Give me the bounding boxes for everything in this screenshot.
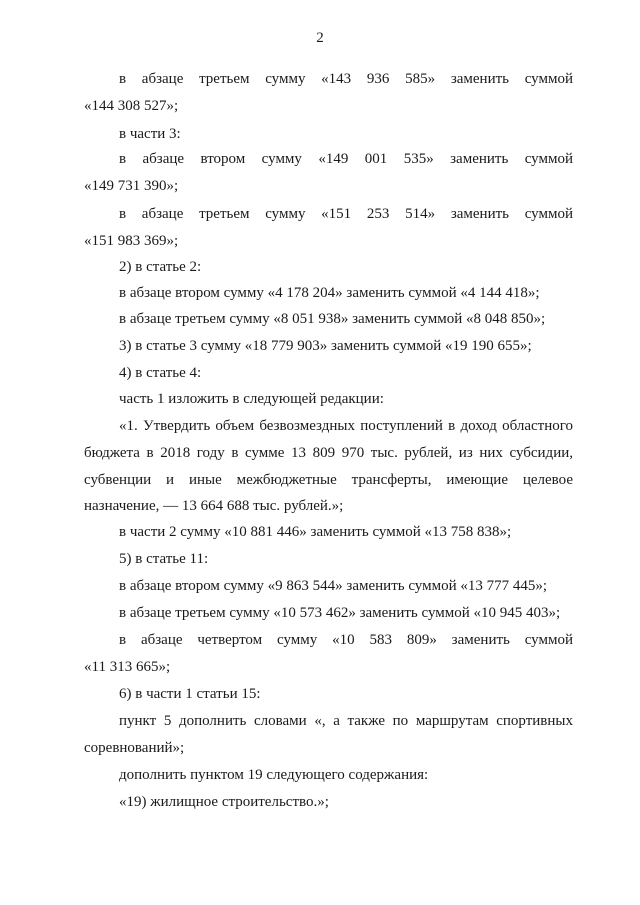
text-line: субвенции и иные межбюджетные трансферты, имеющие целевое [84,472,573,488]
text-line: 5) в статье 11: [119,551,209,567]
text-line: бюджета в 2018 году в сумме 13 809 970 тыс. рублей, из них субсидии, [84,445,573,461]
text-line: в абзаце третьем сумму «8 051 938» заменить суммой «8 048 850»; [119,311,546,327]
text-line: «149 731 390»; [84,178,179,194]
text-line: 2) в статье 2: [119,259,202,275]
text-line: «11 313 665»; [84,659,171,675]
text-line: пункт 5 дополнить словами «, а также по маршрутам спортивных [119,713,573,729]
text-line: в абзаце втором сумму «4 178 204» заменить суммой «4 144 418»; [119,285,540,301]
text-line: 6) в части 1 статьи 15: [119,686,261,702]
text-line: в части 3: [119,126,181,142]
text-line: «1. Утвердить объем безвозмездных поступлений в доход областного [119,418,573,434]
page-number: 2 [316,30,324,46]
text-line: дополнить пунктом 19 следующего содержания: [119,767,429,783]
text-line: «151 983 369»; [84,233,179,249]
text-line: «144 308 527»; [84,98,179,114]
text-line: в части 2 сумму «10 881 446» заменить суммой «13 758 838»; [119,524,512,540]
text-line: в абзаце четвертом сумму «10 583 809» заменить суммой [119,632,573,648]
text-line: «19) жилищное строительство.»; [119,794,329,810]
text-line: часть 1 изложить в следующей редакции: [119,391,384,407]
text-line: в абзаце третьем сумму «151 253 514» заменить суммой [119,206,573,222]
text-line: в абзаце втором сумму «9 863 544» заменить суммой «13 777 445»; [119,578,548,594]
text-line: назначение, — 13 664 688 тыс. рублей.»; [84,498,344,514]
text-line: в абзаце третьем сумму «143 936 585» заменить суммой [119,71,573,87]
text-line: соревнований»; [84,740,185,756]
text-line: 3) в статье 3 сумму «18 779 903» заменить суммой «19 190 655»; [119,338,532,354]
text-line: в абзаце втором сумму «149 001 535» заменить суммой [119,151,573,167]
text-line: 4) в статье 4: [119,365,202,381]
text-line: в абзаце третьем сумму «10 573 462» заменить суммой «10 945 403»; [119,605,561,621]
